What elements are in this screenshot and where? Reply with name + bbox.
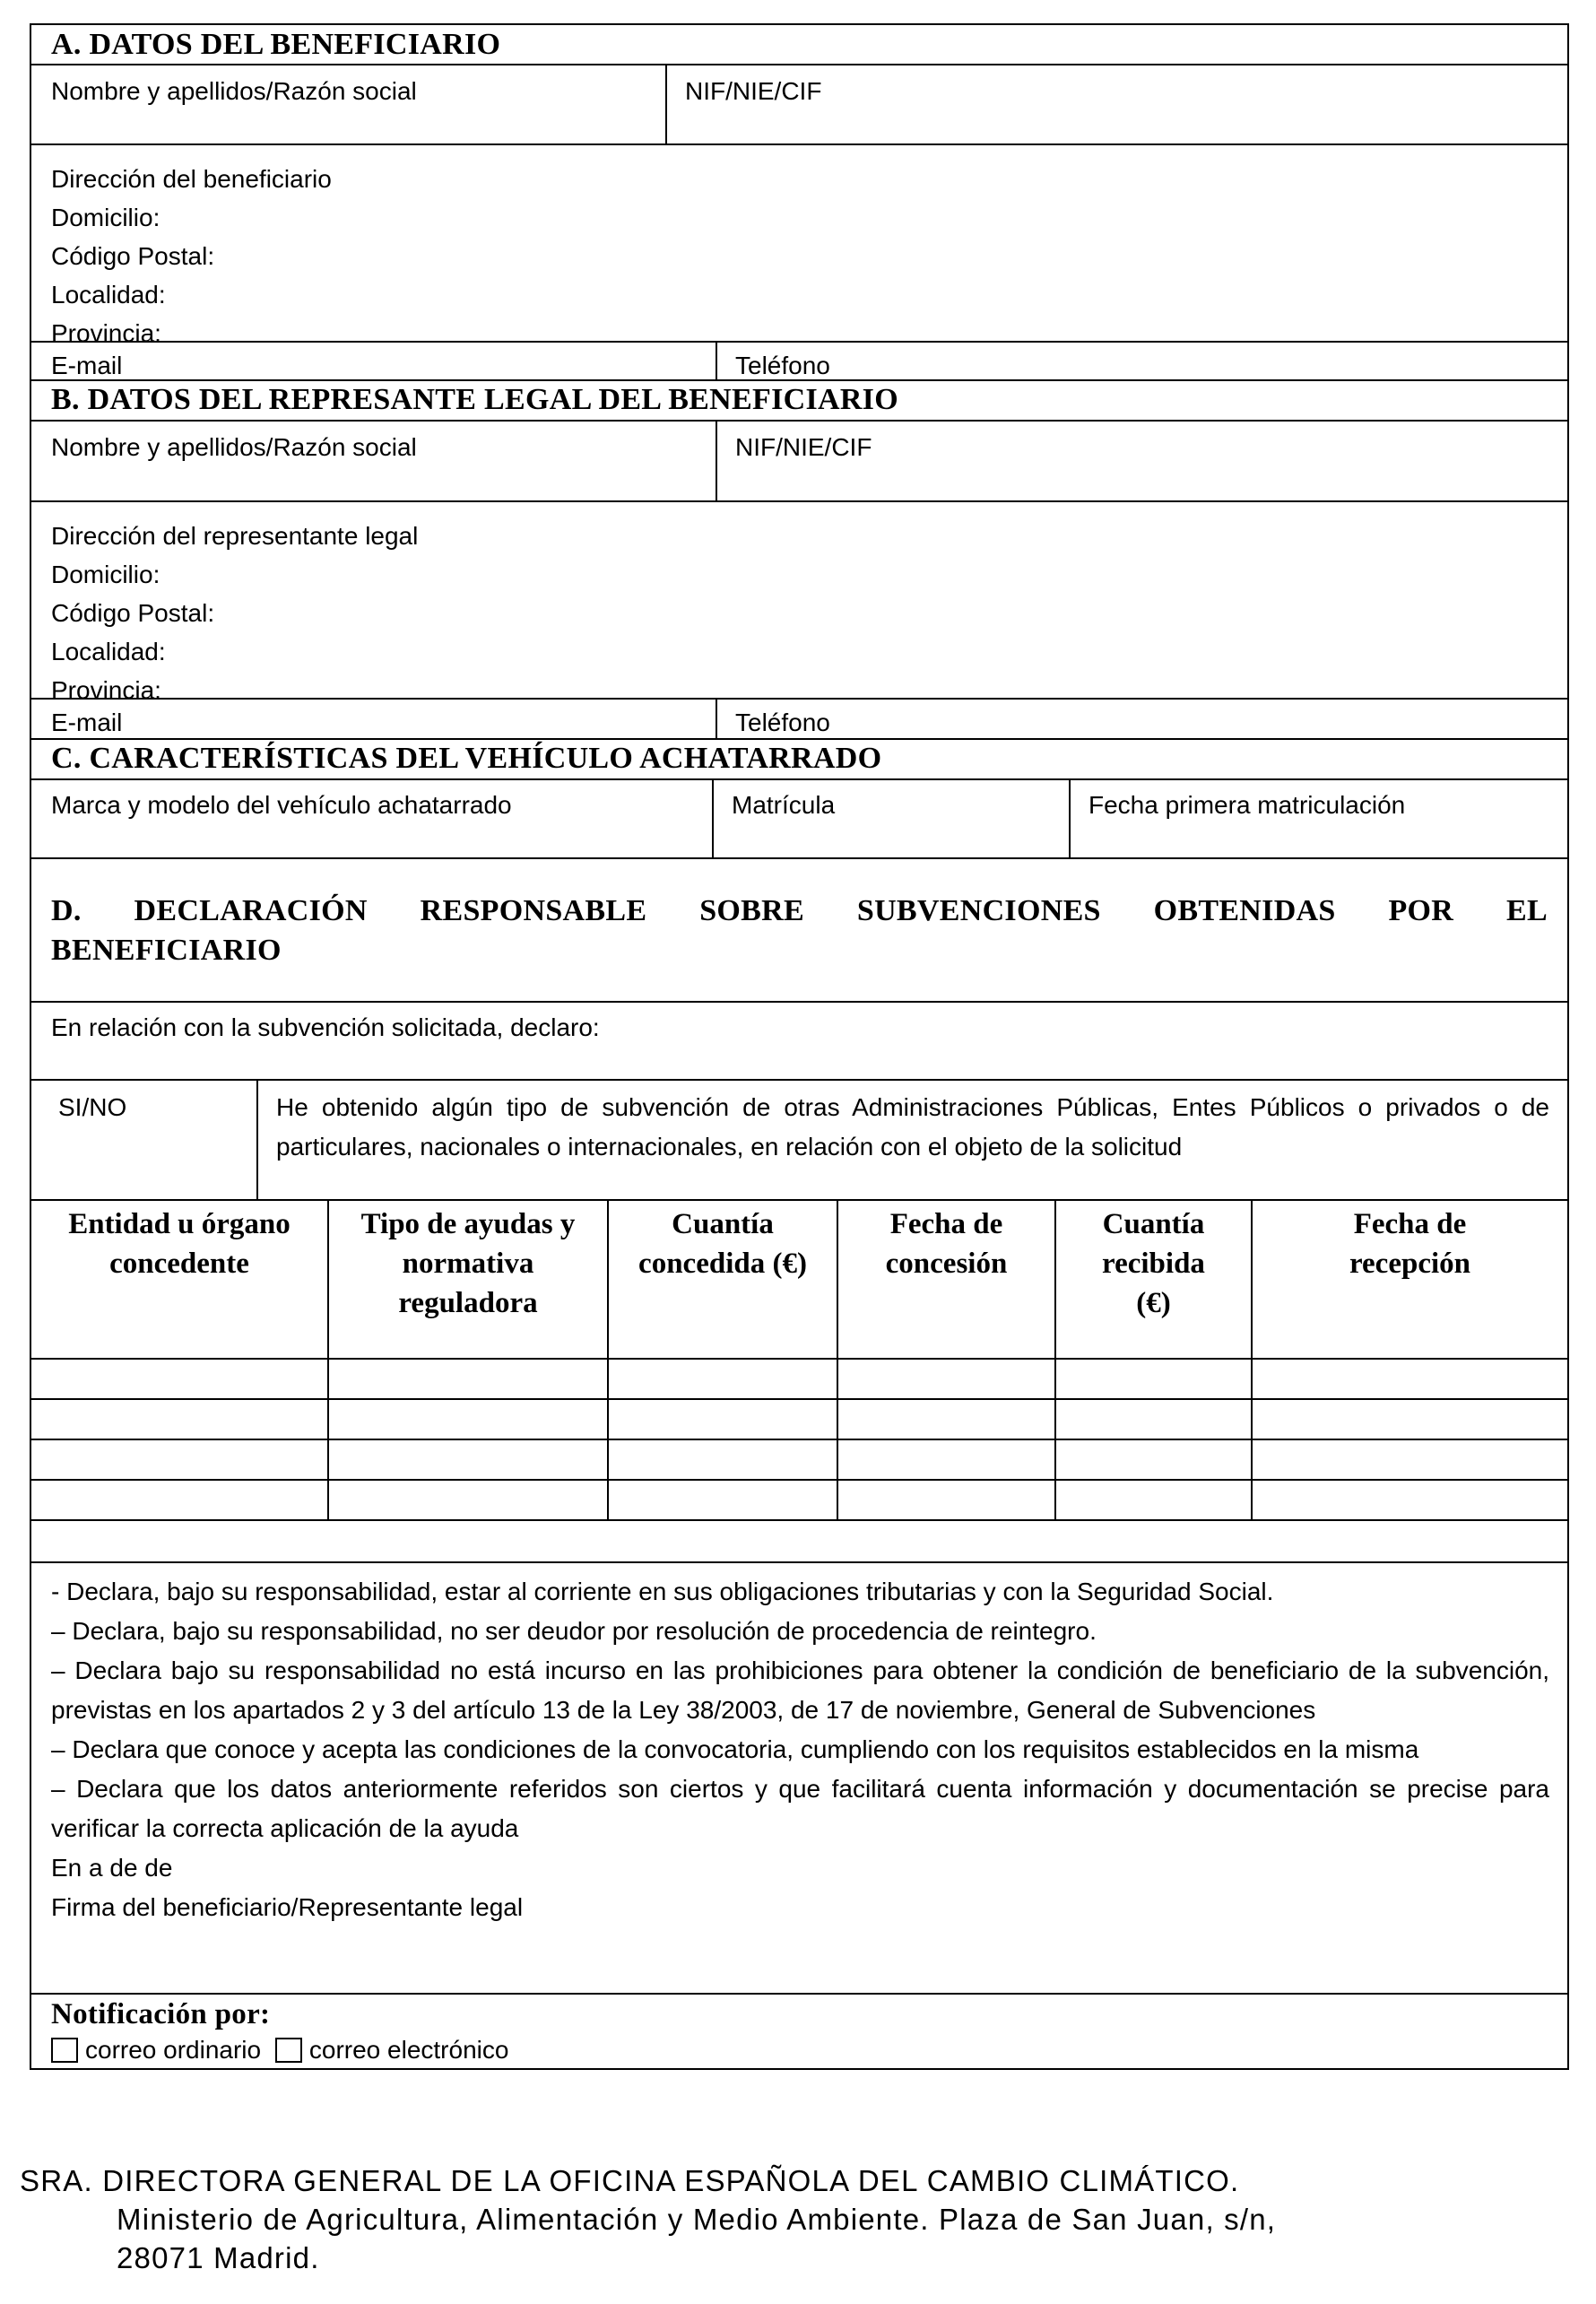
section-a-header	[30, 23, 1569, 65]
section-d-intro-row	[30, 1003, 1569, 1081]
subsidy-table-header	[30, 1201, 1569, 1360]
marca-field-label[interactable]: Marca y modelo del vehículo achatarrado	[51, 791, 512, 819]
subsidy-statement-cell	[256, 1081, 1567, 1199]
section-a-title: A. DATOS DEL BENEFICIARIO	[51, 28, 501, 61]
rep-nif-field[interactable]	[716, 422, 1567, 500]
telefono-field[interactable]	[716, 343, 1567, 379]
name-field-label[interactable]: Nombre y apellidos/Razón social	[51, 77, 417, 105]
declaration-5: – Declara que los datos anteriormente referidos son ciertos y que facilitará cuenta información y documentación se precise para verificar la correcta aplicación de la ayuda	[51, 1775, 1549, 1842]
col-fecha-recepcion-label: Fecha de recepción	[1349, 1208, 1470, 1280]
nif-field[interactable]	[665, 65, 1567, 143]
col-fecha-concesion-label: Fecha de concesión	[885, 1208, 1008, 1280]
correo-ordinario-checkbox[interactable]	[51, 2038, 78, 2063]
signature-line[interactable]: Firma del beneficiario/Representante legal	[51, 1893, 524, 1921]
notification-block	[30, 1995, 1569, 2070]
correo-ordinario-option[interactable]	[51, 2036, 261, 2064]
section-b-title: B. DATOS DEL REPRESANTE LEGAL DEL BENEFICIARIO	[51, 383, 898, 416]
addressee-line-3: 28071 Madrid.	[117, 2241, 320, 2274]
section-d-header	[30, 859, 1569, 1003]
declaration-4: – Declara que conoce y acepta las condiciones de la convocatoria, cumpliendo con los requisitos establecidos en la misma	[51, 1735, 1419, 1763]
rep-domicilio-label: Domicilio:	[51, 561, 160, 588]
rep-provincia-label: Provincia:	[51, 676, 161, 704]
provincia-label: Provincia:	[51, 319, 161, 347]
matricula-label: Matrícula	[732, 791, 836, 819]
rep-email-label[interactable]: E-mail	[51, 709, 123, 736]
table-spacer-row	[30, 1521, 1569, 1563]
section-d-intro: En relación con la subvención solicitada, declaro:	[51, 1013, 600, 1041]
col-cuantia-recibida-label: Cuantía recibida (€)	[1102, 1208, 1205, 1319]
table-row[interactable]	[30, 1481, 1569, 1521]
section-b-contact-row	[30, 700, 1569, 740]
rep-address-title: Dirección del representante legal	[51, 522, 419, 550]
rep-telefono-label: Teléfono	[735, 709, 830, 736]
email-label[interactable]: E-mail	[51, 352, 123, 379]
col-tipo	[327, 1201, 607, 1358]
table-row[interactable]	[30, 1400, 1569, 1440]
rep-localidad-label: Localidad:	[51, 638, 166, 665]
address-title: Dirección del beneficiario	[51, 165, 332, 193]
declaration-1: - Declara, bajo su responsabilidad, estar al corriente en sus obligaciones tributarias y con la Seguridad Social.	[51, 1578, 1274, 1605]
section-b-name-row	[30, 422, 1569, 502]
table-row[interactable]	[30, 1440, 1569, 1481]
section-a-address[interactable]	[30, 145, 1569, 347]
fecha-matriculacion-label: Fecha primera matriculación	[1089, 791, 1406, 819]
table-row[interactable]	[30, 1360, 1569, 1400]
correo-ordinario-label: correo ordinario	[85, 2036, 262, 2064]
section-c-header	[30, 740, 1569, 780]
cp-label: Código Postal:	[51, 242, 215, 270]
subsidy-question-row	[30, 1081, 1569, 1201]
domicilio-label: Domicilio:	[51, 204, 160, 231]
subsidy-statement: He obtenido algún tipo de subvención de otras Administraciones Públicas, Entes Públicos o privados o de particulares, nacionales o internacionales, en relación con el objeto de la solicitud	[276, 1093, 1549, 1161]
correo-electronico-checkbox[interactable]	[275, 2038, 302, 2063]
col-fecha-recepcion	[1251, 1201, 1567, 1358]
notification-title: Notificación por:	[51, 1998, 271, 2030]
sino-field[interactable]	[31, 1081, 256, 1199]
section-a-contact-row	[30, 343, 1569, 381]
fecha-matriculacion-field[interactable]	[1069, 780, 1567, 857]
section-b-header	[30, 381, 1569, 422]
notification-options	[51, 2030, 508, 2070]
col-cuantia-concedida-label: Cuantía concedida (€)	[638, 1208, 807, 1280]
section-a-name-row	[30, 65, 1569, 145]
declarations-text	[51, 1572, 1549, 1927]
addressee-footer	[20, 2161, 1276, 2277]
place-date-line[interactable]: En a de de	[51, 1854, 173, 1882]
sino-label: SI/NO	[58, 1093, 127, 1121]
declaration-2: – Declara, bajo su responsabilidad, no ser deudor por resolución de procedencia de reintegro.	[51, 1617, 1097, 1645]
matricula-field[interactable]	[712, 780, 1069, 857]
col-entidad	[31, 1201, 327, 1358]
col-cuantia-recibida	[1054, 1201, 1251, 1358]
localidad-label: Localidad:	[51, 281, 166, 309]
col-entidad-label: Entidad u órgano concedente	[68, 1208, 291, 1280]
nif-field-label: NIF/NIE/CIF	[685, 77, 822, 105]
section-c-title: C. CARACTERÍSTICAS DEL VEHÍCULO ACHATARRADO	[51, 742, 882, 775]
addressee-line-2: Ministerio de Agricultura, Alimentación y Medio Ambiente. Plaza de San Juan, s/n,	[117, 2203, 1277, 2236]
telefono-label: Teléfono	[735, 352, 830, 379]
rep-name-field-label[interactable]: Nombre y apellidos/Razón social	[51, 433, 417, 461]
addressee-line-1: SRA. DIRECTORA GENERAL DE LA OFICINA ESPAÑOLA DEL CAMBIO CLIMÁTICO.	[20, 2164, 1240, 2197]
rep-cp-label: Código Postal:	[51, 599, 215, 627]
section-c-vehicle-row	[30, 780, 1569, 859]
correo-electronico-option[interactable]	[275, 2036, 509, 2064]
col-cuantia-concedida	[607, 1201, 837, 1358]
section-d-title: D. DECLARACIÓN RESPONSABLE SOBRE SUBVENCIONES OBTENIDAS POR EL BENEFICIARIO	[51, 894, 1548, 967]
section-b-address[interactable]	[30, 502, 1569, 704]
declaration-3: – Declara bajo su responsabilidad no está incurso en las prohibiciones para obtener la condición de beneficiario de la subvención, previstas en los apartados 2 y 3 del artículo 13 de la Ley 38/2003, de 17 de noviembre, General de Subvenciones	[51, 1656, 1549, 1724]
correo-electronico-label: correo electrónico	[308, 2036, 509, 2064]
declarations-block	[30, 1563, 1569, 1995]
col-tipo-label: Tipo de ayudas y normativa reguladora	[360, 1208, 576, 1319]
rep-nif-field-label: NIF/NIE/CIF	[735, 433, 872, 461]
col-fecha-concesion	[837, 1201, 1054, 1358]
rep-telefono-field[interactable]	[716, 700, 1567, 738]
